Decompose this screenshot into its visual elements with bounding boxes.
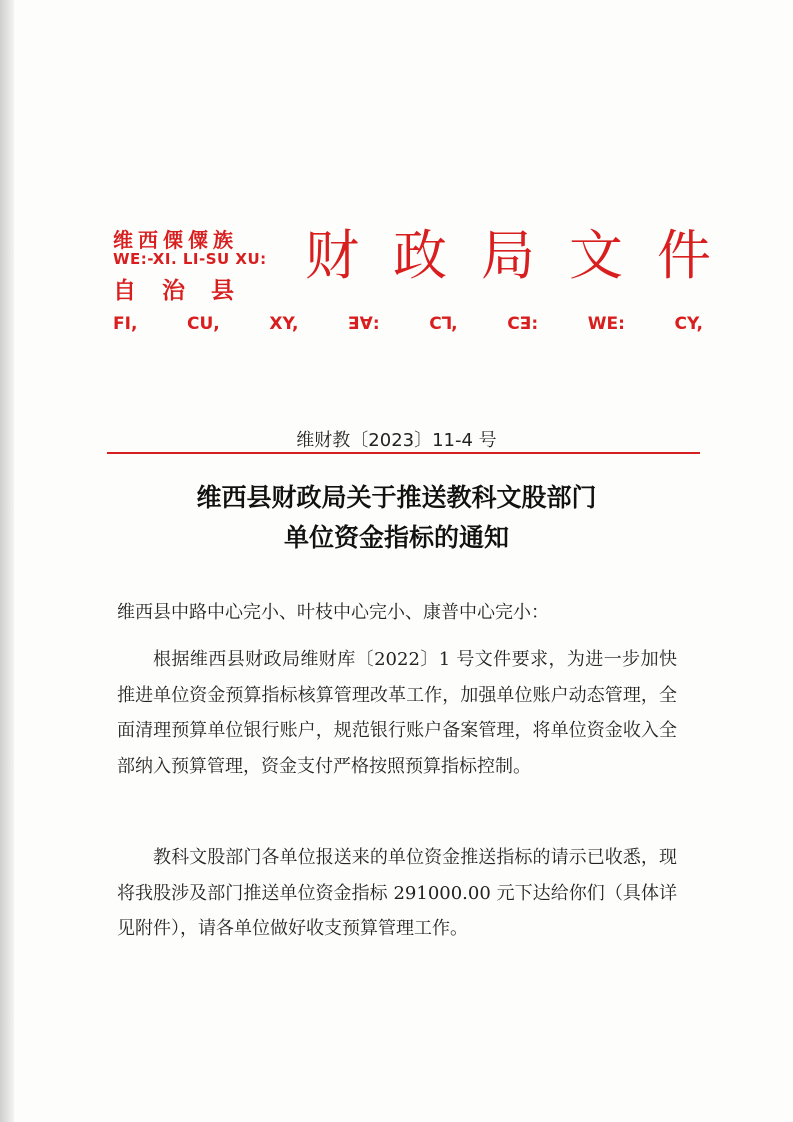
body-paragraph: 教科文股部门各单位报送来的单位资金推送指标的请示已收悉，现将我股涉及部门推送单位资金指标 291000.00 元下达给你们（具体详见附件），请各单位做好收支预算管理工作。: [117, 847, 677, 939]
red-divider: [107, 452, 700, 454]
title-line: 维西县财政局关于推送教科文股部门: [196, 483, 597, 512]
red-header: [113, 224, 745, 344]
lisu-syllable: ꓱꓯ:: [348, 314, 380, 334]
county-suffix: 自治县: [113, 277, 260, 304]
addressee: 维西县中路中心完小、叶枝中心完小、康普中心完小：: [117, 602, 549, 623]
bureau-title: 财政局文件: [305, 224, 745, 287]
county-name: 维西傈僳族: [113, 228, 238, 252]
body-paragraph: 根据维西县财政局维财库〔2022〕1 号文件要求，为进一步加快推进单位资金预算指标核算管理改革工作，加强单位账户动态管理，全面清理预算单位银行账户，规范银行账户备案管理，将单位资金收入全部纳入预算管理，资金支付严格按照预算指标控制。: [117, 649, 677, 777]
lisu-syllable: WE:: [587, 314, 625, 334]
document-title: [0, 478, 793, 558]
lisu-syllable: CY,: [674, 314, 703, 334]
lisu-syllable: FI,: [113, 314, 138, 334]
lisu-syllable: Cꓶ,: [429, 314, 458, 334]
scan-edge-shadow: [0, 0, 14, 1122]
title-line: 单位资金指标的通知: [283, 523, 509, 552]
county-name-lisu: WE:-XI. LI-SU XU:: [113, 250, 267, 268]
county-name-block: [113, 224, 303, 302]
lisu-syllable: CU,: [187, 314, 220, 334]
lisu-syllable: XY,: [269, 314, 299, 334]
document-number: 维财教〔2023〕11-4 号: [296, 430, 497, 451]
lisu-title-line: [113, 314, 703, 334]
lisu-syllable: Cꓱ:: [507, 314, 539, 334]
